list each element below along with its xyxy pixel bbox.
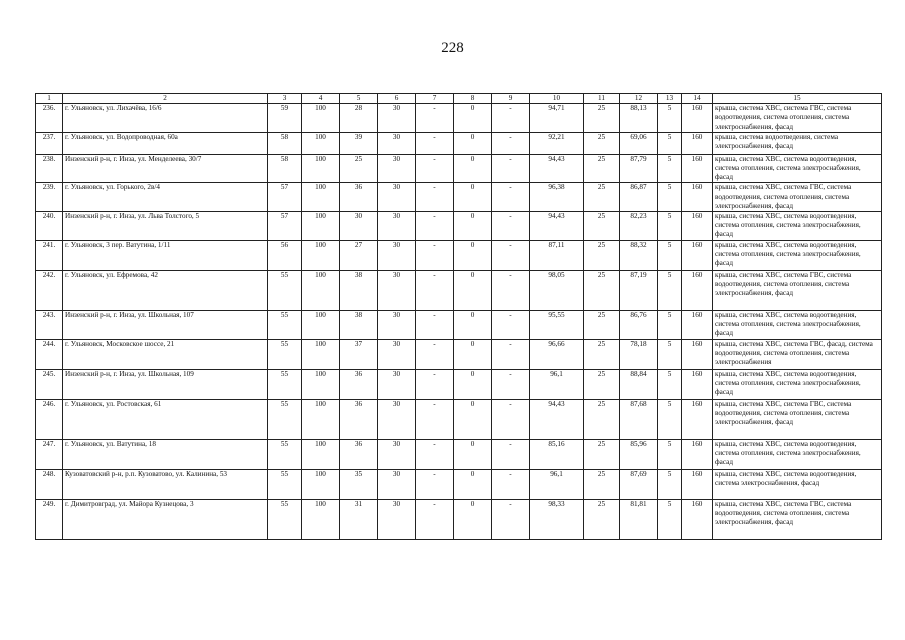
address-cell: г. Ульяновск, ул. Горького, 2в/4: [63, 183, 268, 212]
table-cell: 5: [658, 183, 682, 212]
table-cell: 100: [302, 240, 340, 270]
table-cell: 0: [454, 339, 492, 369]
table-cell: -: [416, 399, 454, 439]
table-row: [36, 240, 882, 270]
table-cell: 5: [658, 132, 682, 154]
table-cell: 5: [658, 154, 682, 183]
table-cell: 100: [302, 104, 340, 133]
table-cell: 100: [302, 212, 340, 241]
works-cell: крыша, система ХВС, система ГВС, фасад, система водоотведения, система отопления, система электроснабжения: [713, 339, 882, 369]
table-row: [36, 270, 882, 310]
table-cell: 55: [268, 469, 302, 499]
table-row: [36, 439, 882, 469]
table-cell: 5: [658, 310, 682, 339]
table-cell: 58: [268, 154, 302, 183]
column-header: 2: [63, 94, 268, 104]
table-cell: 0: [454, 104, 492, 133]
data-table: [35, 93, 882, 540]
table-cell: 0: [454, 310, 492, 339]
table-cell: -: [492, 240, 530, 270]
table-cell: 55: [268, 369, 302, 399]
table-cell: 28: [340, 104, 378, 133]
table-cell: 82,23: [620, 212, 658, 241]
table-cell: 96,1: [530, 369, 584, 399]
table-cell: 55: [268, 499, 302, 539]
table-row: [36, 154, 882, 183]
table-cell: 87,11: [530, 240, 584, 270]
table-cell: 36: [340, 369, 378, 399]
table-cell: 94,43: [530, 212, 584, 241]
address-cell: г. Ульяновск, 3 пер. Ватутина, 1/11: [63, 240, 268, 270]
column-header: 6: [378, 94, 416, 104]
table-cell: 0: [454, 183, 492, 212]
table-cell: 0: [454, 469, 492, 499]
table-cell: 94,43: [530, 399, 584, 439]
table-row: [36, 183, 882, 212]
table-cell: -: [416, 310, 454, 339]
table-cell: 100: [302, 339, 340, 369]
table-cell: 160: [682, 212, 713, 241]
table-cell: -: [492, 439, 530, 469]
table-cell: -: [492, 469, 530, 499]
table-cell: 94,43: [530, 154, 584, 183]
row-number: 245.: [36, 369, 63, 399]
table-cell: 55: [268, 270, 302, 310]
table-cell: 30: [378, 339, 416, 369]
table-cell: 160: [682, 439, 713, 469]
address-cell: Кузоватовский р-н, р.п. Кузоватово, ул. Калинина, 53: [63, 469, 268, 499]
row-number: 247.: [36, 439, 63, 469]
table-row: [36, 104, 882, 133]
table-cell: 55: [268, 439, 302, 469]
table-cell: 0: [454, 399, 492, 439]
table-cell: 81,81: [620, 499, 658, 539]
table-cell: 100: [302, 154, 340, 183]
table-cell: 86,87: [620, 183, 658, 212]
address-cell: г. Ульяновск, ул. Лихачёва, 16/6: [63, 104, 268, 133]
table-cell: 92,21: [530, 132, 584, 154]
table-cell: 5: [658, 399, 682, 439]
page-number: 228: [441, 40, 464, 56]
address-cell: г. Ульяновск, ул. Ватутина, 18: [63, 439, 268, 469]
table-cell: -: [416, 270, 454, 310]
table-cell: 30: [378, 310, 416, 339]
table-cell: 0: [454, 499, 492, 539]
table-cell: 94,71: [530, 104, 584, 133]
table-cell: 25: [584, 132, 620, 154]
works-cell: крыша, система ХВС, система ГВС, система водоотведения, система отопления, система электроснабжения, фасад: [713, 270, 882, 310]
address-cell: г. Ульяновск, ул. Ростовская, 61: [63, 399, 268, 439]
table-cell: 30: [378, 183, 416, 212]
table-cell: 25: [584, 154, 620, 183]
table-cell: 25: [584, 240, 620, 270]
column-header: 15: [713, 94, 882, 104]
table-cell: 160: [682, 270, 713, 310]
table-cell: -: [492, 310, 530, 339]
table-cell: 160: [682, 399, 713, 439]
table-cell: 5: [658, 270, 682, 310]
table-cell: 100: [302, 469, 340, 499]
table-cell: 0: [454, 439, 492, 469]
works-cell: крыша, система ХВС, система ГВС, система водоотведения, система отопления, система электроснабжения, фасад: [713, 183, 882, 212]
table-cell: 30: [378, 369, 416, 399]
table-cell: 25: [584, 310, 620, 339]
table-cell: 35: [340, 469, 378, 499]
address-cell: г. Ульяновск, ул. Водопроводная, 60а: [63, 132, 268, 154]
table-cell: 5: [658, 369, 682, 399]
table-cell: 160: [682, 499, 713, 539]
table-cell: 5: [658, 104, 682, 133]
table-cell: -: [416, 154, 454, 183]
column-header: 14: [682, 94, 713, 104]
column-header: 9: [492, 94, 530, 104]
table-cell: 160: [682, 469, 713, 499]
table-cell: 96,38: [530, 183, 584, 212]
table-cell: 160: [682, 154, 713, 183]
table-cell: 25: [584, 270, 620, 310]
table-cell: 96,1: [530, 469, 584, 499]
table-cell: 100: [302, 132, 340, 154]
table-cell: 0: [454, 154, 492, 183]
table-cell: 30: [378, 270, 416, 310]
table-cell: -: [416, 212, 454, 241]
row-number: 236.: [36, 104, 63, 133]
table-cell: 88,84: [620, 369, 658, 399]
table-cell: 30: [378, 154, 416, 183]
table-cell: 59: [268, 104, 302, 133]
table-cell: 30: [378, 469, 416, 499]
table-cell: 160: [682, 240, 713, 270]
table-cell: 96,66: [530, 339, 584, 369]
table-cell: 100: [302, 439, 340, 469]
table-cell: 31: [340, 499, 378, 539]
works-cell: крыша, система ХВС, система водоотведения, система отопления, система электроснабжения, фасад: [713, 212, 882, 241]
table-row: [36, 212, 882, 241]
table-cell: 160: [682, 104, 713, 133]
table-cell: 36: [340, 399, 378, 439]
table-cell: -: [492, 132, 530, 154]
column-header: 10: [530, 94, 584, 104]
table-cell: 55: [268, 339, 302, 369]
table-cell: 100: [302, 270, 340, 310]
table-cell: 88,32: [620, 240, 658, 270]
table-cell: 87,19: [620, 270, 658, 310]
table-cell: -: [492, 399, 530, 439]
table-cell: 25: [584, 183, 620, 212]
table-cell: -: [416, 369, 454, 399]
table-cell: -: [416, 499, 454, 539]
works-cell: крыша, система ХВС, система водоотведения, система отопления, система электроснабжения, фасад: [713, 240, 882, 270]
works-cell: крыша, система ХВС, система ГВС, система водоотведения, система отопления, система электроснабжения, фасад: [713, 499, 882, 539]
table-row: [36, 499, 882, 539]
column-header: 4: [302, 94, 340, 104]
table-cell: 57: [268, 212, 302, 241]
table-cell: 55: [268, 310, 302, 339]
table-cell: 0: [454, 212, 492, 241]
table-cell: 5: [658, 240, 682, 270]
column-header: 12: [620, 94, 658, 104]
row-number: 239.: [36, 183, 63, 212]
table-cell: 87,68: [620, 399, 658, 439]
table-cell: 86,76: [620, 310, 658, 339]
table-cell: 5: [658, 499, 682, 539]
table-cell: -: [416, 183, 454, 212]
table-cell: 98,33: [530, 499, 584, 539]
address-cell: Инзенский р-н, г. Инза, ул. Менделеева, 30/7: [63, 154, 268, 183]
table-cell: -: [492, 499, 530, 539]
table-cell: 95,55: [530, 310, 584, 339]
row-number: 237.: [36, 132, 63, 154]
table-cell: -: [416, 469, 454, 499]
column-header: 1: [36, 94, 63, 104]
table-cell: 39: [340, 132, 378, 154]
column-header: 3: [268, 94, 302, 104]
table-cell: 30: [378, 399, 416, 439]
works-cell: крыша, система ХВС, система водоотведения, система отопления, система электроснабжения, фасад: [713, 310, 882, 339]
table-cell: 87,79: [620, 154, 658, 183]
works-cell: крыша, система ХВС, система водоотведения, система электроснабжения, фасад: [713, 469, 882, 499]
address-cell: г. Димитровград, ул. Майора Кузнецова, 3: [63, 499, 268, 539]
table-row: [36, 469, 882, 499]
column-header: 11: [584, 94, 620, 104]
row-number: 248.: [36, 469, 63, 499]
table-cell: 5: [658, 339, 682, 369]
table-cell: 98,05: [530, 270, 584, 310]
row-number: 240.: [36, 212, 63, 241]
table-cell: -: [492, 339, 530, 369]
table-cell: -: [492, 154, 530, 183]
table-cell: -: [416, 132, 454, 154]
table-cell: 100: [302, 499, 340, 539]
table-cell: -: [416, 240, 454, 270]
table-cell: -: [492, 270, 530, 310]
table-cell: 38: [340, 270, 378, 310]
header-row: [36, 94, 882, 104]
works-cell: крыша, система ХВС, система ГВС, система водоотведения, система отопления, система электроснабжения, фасад: [713, 399, 882, 439]
table-cell: 37: [340, 339, 378, 369]
address-cell: Инзенский р-н, г. Инза, ул. Школьная, 107: [63, 310, 268, 339]
table-cell: 25: [340, 154, 378, 183]
table-cell: -: [492, 183, 530, 212]
table-cell: 5: [658, 439, 682, 469]
table-cell: 69,06: [620, 132, 658, 154]
table-cell: 25: [584, 369, 620, 399]
row-number: 249.: [36, 499, 63, 539]
table-cell: 100: [302, 183, 340, 212]
table-cell: 57: [268, 183, 302, 212]
table-cell: 30: [378, 499, 416, 539]
table-cell: 27: [340, 240, 378, 270]
table-cell: 25: [584, 439, 620, 469]
row-number: 238.: [36, 154, 63, 183]
row-number: 246.: [36, 399, 63, 439]
table-cell: 100: [302, 399, 340, 439]
table-cell: 36: [340, 183, 378, 212]
row-number: 241.: [36, 240, 63, 270]
table-cell: 100: [302, 310, 340, 339]
works-cell: крыша, система ХВС, система водоотведения, система отопления, система электроснабжения, фасад: [713, 154, 882, 183]
table-cell: 78,18: [620, 339, 658, 369]
address-cell: Инзенский р-н, г. Инза, ул. Школьная, 109: [63, 369, 268, 399]
table-cell: 30: [378, 132, 416, 154]
table-cell: 160: [682, 183, 713, 212]
table-row: [36, 369, 882, 399]
table-cell: -: [416, 339, 454, 369]
table-cell: -: [492, 104, 530, 133]
table-cell: 25: [584, 469, 620, 499]
table-cell: 88,13: [620, 104, 658, 133]
row-number: 243.: [36, 310, 63, 339]
table-row: [36, 339, 882, 369]
column-header: 7: [416, 94, 454, 104]
table-cell: 25: [584, 104, 620, 133]
table-cell: 30: [378, 212, 416, 241]
table-cell: 30: [378, 439, 416, 469]
column-header: 8: [454, 94, 492, 104]
table-cell: 0: [454, 240, 492, 270]
table-row: [36, 132, 882, 154]
table-row: [36, 310, 882, 339]
column-header: 5: [340, 94, 378, 104]
table-cell: -: [492, 369, 530, 399]
table-cell: 0: [454, 270, 492, 310]
table-cell: 87,69: [620, 469, 658, 499]
column-header: 13: [658, 94, 682, 104]
table-cell: 85,16: [530, 439, 584, 469]
table-cell: 55: [268, 399, 302, 439]
table-cell: -: [492, 212, 530, 241]
table-cell: 25: [584, 399, 620, 439]
table-cell: 38: [340, 310, 378, 339]
table-cell: 25: [584, 499, 620, 539]
table-cell: 30: [378, 104, 416, 133]
table-cell: 56: [268, 240, 302, 270]
table-cell: -: [416, 104, 454, 133]
row-number: 244.: [36, 339, 63, 369]
table-cell: 5: [658, 212, 682, 241]
table-cell: 160: [682, 310, 713, 339]
table-cell: 85,96: [620, 439, 658, 469]
table-cell: 58: [268, 132, 302, 154]
table-cell: 0: [454, 132, 492, 154]
address-cell: г. Ульяновск, ул. Ефремова, 42: [63, 270, 268, 310]
table-cell: 160: [682, 339, 713, 369]
table-cell: 36: [340, 439, 378, 469]
row-number: 242.: [36, 270, 63, 310]
table-cell: 5: [658, 469, 682, 499]
address-cell: Инзенский р-н, г. Инза, ул. Льва Толстого, 5: [63, 212, 268, 241]
table-row: [36, 399, 882, 439]
table-cell: 0: [454, 369, 492, 399]
table-cell: 25: [584, 339, 620, 369]
table-cell: -: [416, 439, 454, 469]
table-cell: 30: [340, 212, 378, 241]
table-cell: 160: [682, 132, 713, 154]
works-cell: крыша, система ХВС, система водоотведения, система отопления, система электроснабжения, фасад: [713, 439, 882, 469]
table-cell: 100: [302, 369, 340, 399]
works-cell: крыша, система водоотведения, система электроснабжения, фасад: [713, 132, 882, 154]
works-cell: крыша, система ХВС, система ГВС, система водоотведения, система отопления, система электроснабжения, фасад: [713, 104, 882, 133]
table-cell: 25: [584, 212, 620, 241]
address-cell: г. Ульяновск, Московское шоссе, 21: [63, 339, 268, 369]
works-cell: крыша, система ХВС, система водоотведения, система отопления, система электроснабжения, фасад: [713, 369, 882, 399]
table-cell: 160: [682, 369, 713, 399]
table-cell: 30: [378, 240, 416, 270]
